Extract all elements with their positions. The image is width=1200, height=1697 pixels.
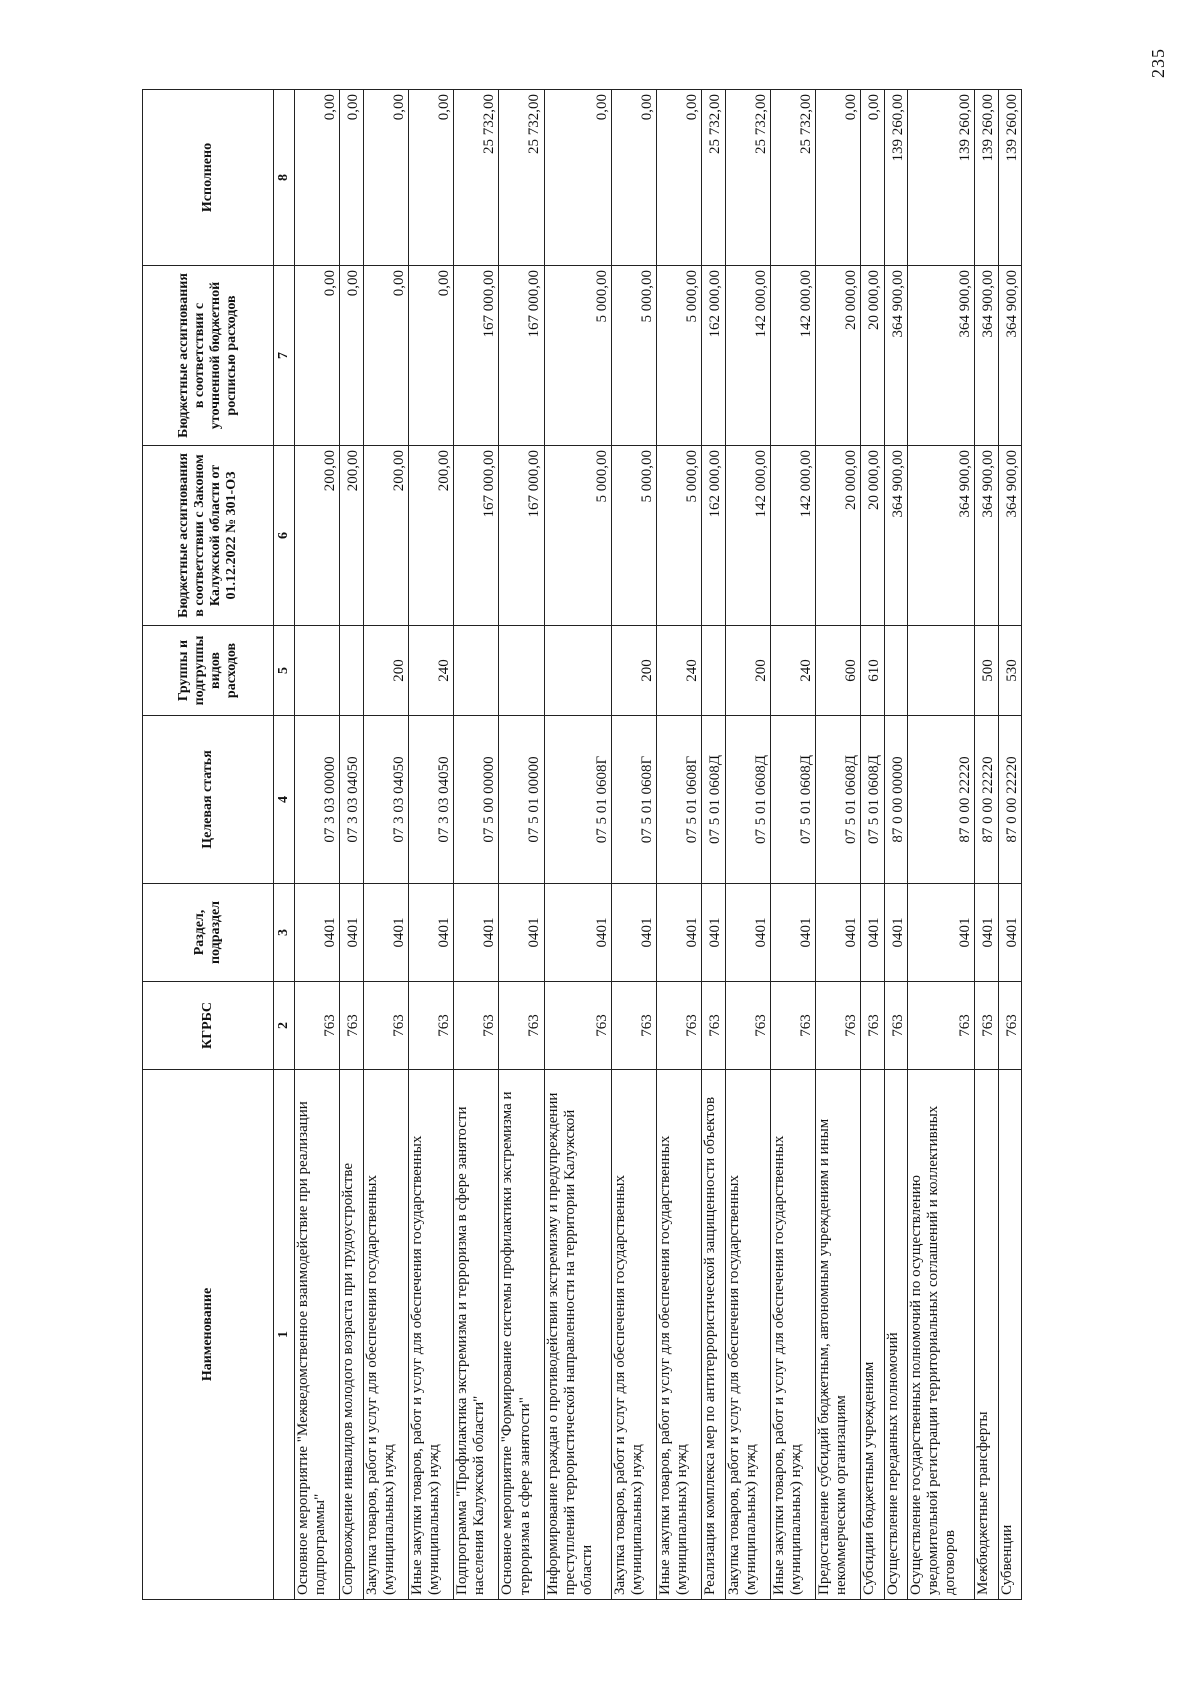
cell-name: Иные закупки товаров, работ и услуг для обеспечения государственных (муниципальных) нужд [657, 1070, 702, 1600]
header-isp: Исполнено [143, 90, 274, 266]
cell-expense-type: 240 [770, 626, 815, 716]
table-row [725, 90, 770, 1600]
cell-expense-type [702, 626, 725, 716]
cell-target-article: 07 5 01 0608Д [861, 716, 884, 884]
cell-name: Закупка товаров, работ и услуг для обеспечения государственных (муниципальных) нужд [611, 1070, 656, 1600]
cell-target-article: 87 0 00 22220 [998, 716, 1021, 884]
table-row [295, 90, 340, 1600]
col-number: 4 [274, 716, 295, 884]
cell-kgrbs: 763 [408, 982, 453, 1070]
cell-kgrbs: 763 [499, 982, 544, 1070]
cell-razdel: 0401 [454, 884, 499, 982]
cell-expense-type [907, 626, 974, 716]
col-number: 6 [274, 446, 295, 626]
cell-razdel: 0401 [611, 884, 656, 982]
cell-target-article: 07 5 00 00000 [454, 716, 499, 884]
col-number: 2 [274, 982, 295, 1070]
table-row [544, 90, 611, 1600]
cell-razdel: 0401 [725, 884, 770, 982]
cell-executed: 0,00 [408, 90, 453, 266]
cell-kgrbs: 763 [998, 982, 1021, 1070]
cell-schedule-allocation: 5 000,00 [611, 266, 656, 446]
cell-law-allocation: 364 900,00 [884, 446, 907, 626]
table-row [816, 90, 861, 1600]
cell-expense-type: 200 [725, 626, 770, 716]
cell-schedule-allocation: 364 900,00 [998, 266, 1021, 446]
cell-razdel: 0401 [998, 884, 1021, 982]
cell-schedule-allocation: 364 900,00 [975, 266, 998, 446]
header-vid: Группы и подгруппы видов расходов [143, 626, 274, 716]
cell-law-allocation: 200,00 [340, 446, 363, 626]
cell-executed: 139 260,00 [884, 90, 907, 266]
cell-razdel: 0401 [657, 884, 702, 982]
cell-razdel: 0401 [907, 884, 974, 982]
cell-law-allocation: 364 900,00 [998, 446, 1021, 626]
table-row [975, 90, 998, 1600]
cell-kgrbs: 763 [816, 982, 861, 1070]
cell-target-article: 07 5 01 0608Г [611, 716, 656, 884]
cell-target-article: 07 5 01 00000 [499, 716, 544, 884]
cell-schedule-allocation: 142 000,00 [725, 266, 770, 446]
cell-name: Сопровождение инвалидов молодого возраста при трудоустройстве [340, 1070, 363, 1600]
col-number: 1 [274, 1070, 295, 1600]
cell-executed: 25 732,00 [454, 90, 499, 266]
cell-razdel: 0401 [975, 884, 998, 982]
cell-kgrbs: 763 [861, 982, 884, 1070]
cell-expense-type: 200 [611, 626, 656, 716]
col-number: 5 [274, 626, 295, 716]
cell-kgrbs: 763 [702, 982, 725, 1070]
cell-name: Основное мероприятие "Формирование системы профилактики экстремизма и терроризма в сфере занятости" [499, 1070, 544, 1600]
header-zakon: Бюджетные ассигнования в соответствии с Законом Калужской области от 01.12.2022 № 301-ОЗ [143, 446, 274, 626]
page-number: 235 [1148, 48, 1168, 78]
cell-executed: 0,00 [657, 90, 702, 266]
cell-expense-type: 240 [408, 626, 453, 716]
cell-razdel: 0401 [499, 884, 544, 982]
cell-law-allocation: 167 000,00 [499, 446, 544, 626]
cell-expense-type [295, 626, 340, 716]
cell-schedule-allocation: 5 000,00 [657, 266, 702, 446]
cell-law-allocation: 162 000,00 [702, 446, 725, 626]
table-row [499, 90, 544, 1600]
cell-schedule-allocation: 167 000,00 [454, 266, 499, 446]
cell-executed: 0,00 [295, 90, 340, 266]
table-row [454, 90, 499, 1600]
cell-razdel: 0401 [408, 884, 453, 982]
budget-table [142, 89, 1022, 1600]
cell-expense-type: 600 [816, 626, 861, 716]
cell-name: Иные закупки товаров, работ и услуг для обеспечения государственных (муниципальных) нужд [408, 1070, 453, 1600]
cell-executed: 25 732,00 [725, 90, 770, 266]
cell-law-allocation: 20 000,00 [816, 446, 861, 626]
col-number: 7 [274, 266, 295, 446]
column-number-row [274, 90, 295, 1600]
cell-target-article: 07 5 01 0608Д [702, 716, 725, 884]
cell-executed: 25 732,00 [770, 90, 815, 266]
cell-law-allocation: 200,00 [295, 446, 340, 626]
cell-name: Закупка товаров, работ и услуг для обеспечения государственных (муниципальных) нужд [363, 1070, 408, 1600]
table-row [611, 90, 656, 1600]
cell-executed: 0,00 [363, 90, 408, 266]
cell-schedule-allocation: 0,00 [363, 266, 408, 446]
cell-law-allocation: 5 000,00 [611, 446, 656, 626]
cell-kgrbs: 763 [611, 982, 656, 1070]
header-kgrbs: КГРБС [143, 982, 274, 1070]
cell-executed: 139 260,00 [907, 90, 974, 266]
cell-law-allocation: 200,00 [363, 446, 408, 626]
cell-name: Реализация комплекса мер по антитеррористической защищенности объектов [702, 1070, 725, 1600]
cell-executed: 25 732,00 [702, 90, 725, 266]
cell-target-article: 07 3 03 04050 [408, 716, 453, 884]
header-cel: Целевая статья [143, 716, 274, 884]
cell-razdel: 0401 [544, 884, 611, 982]
cell-executed: 0,00 [861, 90, 884, 266]
cell-razdel: 0401 [770, 884, 815, 982]
cell-name: Подпрограмма "Профилактика экстремизма и терроризма в сфере занятости населения Калужской области" [454, 1070, 499, 1600]
cell-name: Межбюджетные трансферты [975, 1070, 998, 1600]
cell-expense-type [454, 626, 499, 716]
cell-law-allocation: 364 900,00 [907, 446, 974, 626]
cell-razdel: 0401 [340, 884, 363, 982]
cell-target-article: 07 3 03 04050 [340, 716, 363, 884]
cell-kgrbs: 763 [770, 982, 815, 1070]
cell-name: Предоставление субсидий бюджетным, автономным учреждениям и иным некоммерческим организациям [816, 1070, 861, 1600]
cell-razdel: 0401 [295, 884, 340, 982]
cell-schedule-allocation: 142 000,00 [770, 266, 815, 446]
cell-schedule-allocation: 20 000,00 [861, 266, 884, 446]
cell-kgrbs: 763 [725, 982, 770, 1070]
cell-law-allocation: 364 900,00 [975, 446, 998, 626]
cell-law-allocation: 5 000,00 [657, 446, 702, 626]
table-row [884, 90, 907, 1600]
table-row [770, 90, 815, 1600]
cell-razdel: 0401 [816, 884, 861, 982]
cell-executed: 0,00 [340, 90, 363, 266]
cell-name: Субвенции [998, 1070, 1021, 1600]
col-number: 8 [274, 90, 295, 266]
cell-schedule-allocation: 0,00 [408, 266, 453, 446]
cell-executed: 25 732,00 [499, 90, 544, 266]
cell-kgrbs: 763 [907, 982, 974, 1070]
cell-name: Основное мероприятие "Межведомственное взаимодействие при реализации подпрограммы" [295, 1070, 340, 1600]
header-row [143, 90, 274, 1600]
cell-name: Субсидии бюджетным учреждениям [861, 1070, 884, 1600]
cell-expense-type: 500 [975, 626, 998, 716]
cell-schedule-allocation: 167 000,00 [499, 266, 544, 446]
cell-razdel: 0401 [363, 884, 408, 982]
table-row [363, 90, 408, 1600]
cell-expense-type [499, 626, 544, 716]
cell-law-allocation: 200,00 [408, 446, 453, 626]
header-name: Наименование [143, 1070, 274, 1600]
cell-target-article: 07 5 01 0608Г [544, 716, 611, 884]
table-row [907, 90, 974, 1600]
cell-target-article: 07 3 03 04050 [363, 716, 408, 884]
cell-expense-type: 200 [363, 626, 408, 716]
cell-expense-type [340, 626, 363, 716]
cell-expense-type [544, 626, 611, 716]
header-razdel: Раздел, подраздел [143, 884, 274, 982]
table-row [408, 90, 453, 1600]
table-row [861, 90, 884, 1600]
cell-expense-type [884, 626, 907, 716]
cell-law-allocation: 167 000,00 [454, 446, 499, 626]
cell-target-article: 07 5 01 0608Д [770, 716, 815, 884]
cell-schedule-allocation: 162 000,00 [702, 266, 725, 446]
cell-schedule-allocation: 0,00 [295, 266, 340, 446]
table-row [340, 90, 363, 1600]
cell-kgrbs: 763 [295, 982, 340, 1070]
table-row [657, 90, 702, 1600]
cell-kgrbs: 763 [340, 982, 363, 1070]
header-rosp: Бюджетные ассигнования в соответствии с уточненной бюджетной росписью расходов [143, 266, 274, 446]
cell-target-article: 07 5 01 0608Д [725, 716, 770, 884]
cell-target-article: 87 0 00 22220 [907, 716, 974, 884]
cell-schedule-allocation: 364 900,00 [884, 266, 907, 446]
cell-law-allocation: 20 000,00 [861, 446, 884, 626]
cell-kgrbs: 763 [454, 982, 499, 1070]
cell-expense-type: 240 [657, 626, 702, 716]
cell-executed: 0,00 [816, 90, 861, 266]
rotated-table-container [142, 90, 1022, 1600]
cell-executed: 0,00 [611, 90, 656, 266]
cell-schedule-allocation: 20 000,00 [816, 266, 861, 446]
cell-expense-type: 610 [861, 626, 884, 716]
cell-kgrbs: 763 [657, 982, 702, 1070]
cell-law-allocation: 142 000,00 [725, 446, 770, 626]
cell-law-allocation: 142 000,00 [770, 446, 815, 626]
cell-executed: 0,00 [544, 90, 611, 266]
table-body [295, 90, 1022, 1600]
cell-target-article: 07 5 01 0608Г [657, 716, 702, 884]
cell-razdel: 0401 [702, 884, 725, 982]
cell-razdel: 0401 [884, 884, 907, 982]
cell-target-article: 07 5 01 0608Д [816, 716, 861, 884]
cell-kgrbs: 763 [363, 982, 408, 1070]
table-row [702, 90, 725, 1600]
cell-executed: 139 260,00 [975, 90, 998, 266]
cell-name: Иные закупки товаров, работ и услуг для обеспечения государственных (муниципальных) нужд [770, 1070, 815, 1600]
cell-target-article: 87 0 00 00000 [884, 716, 907, 884]
cell-schedule-allocation: 5 000,00 [544, 266, 611, 446]
cell-kgrbs: 763 [884, 982, 907, 1070]
cell-name: Осуществление переданных полномочий [884, 1070, 907, 1600]
cell-expense-type: 530 [998, 626, 1021, 716]
cell-name: Осуществление государственных полномочий по осуществлению уведомительной регистрации территориальных соглашений и коллективных договоров [907, 1070, 974, 1600]
cell-target-article: 07 3 03 00000 [295, 716, 340, 884]
col-number: 3 [274, 884, 295, 982]
cell-name: Информирование граждан о противодействии экстремизму и предупреждении преступлений террористической направленности на территории Калужской области [544, 1070, 611, 1600]
cell-kgrbs: 763 [544, 982, 611, 1070]
cell-executed: 139 260,00 [998, 90, 1021, 266]
cell-schedule-allocation: 364 900,00 [907, 266, 974, 446]
cell-name: Закупка товаров, работ и услуг для обеспечения государственных (муниципальных) нужд [725, 1070, 770, 1600]
cell-schedule-allocation: 0,00 [340, 266, 363, 446]
cell-razdel: 0401 [861, 884, 884, 982]
cell-target-article: 87 0 00 22220 [975, 716, 998, 884]
table-row [998, 90, 1021, 1600]
cell-law-allocation: 5 000,00 [544, 446, 611, 626]
cell-kgrbs: 763 [975, 982, 998, 1070]
